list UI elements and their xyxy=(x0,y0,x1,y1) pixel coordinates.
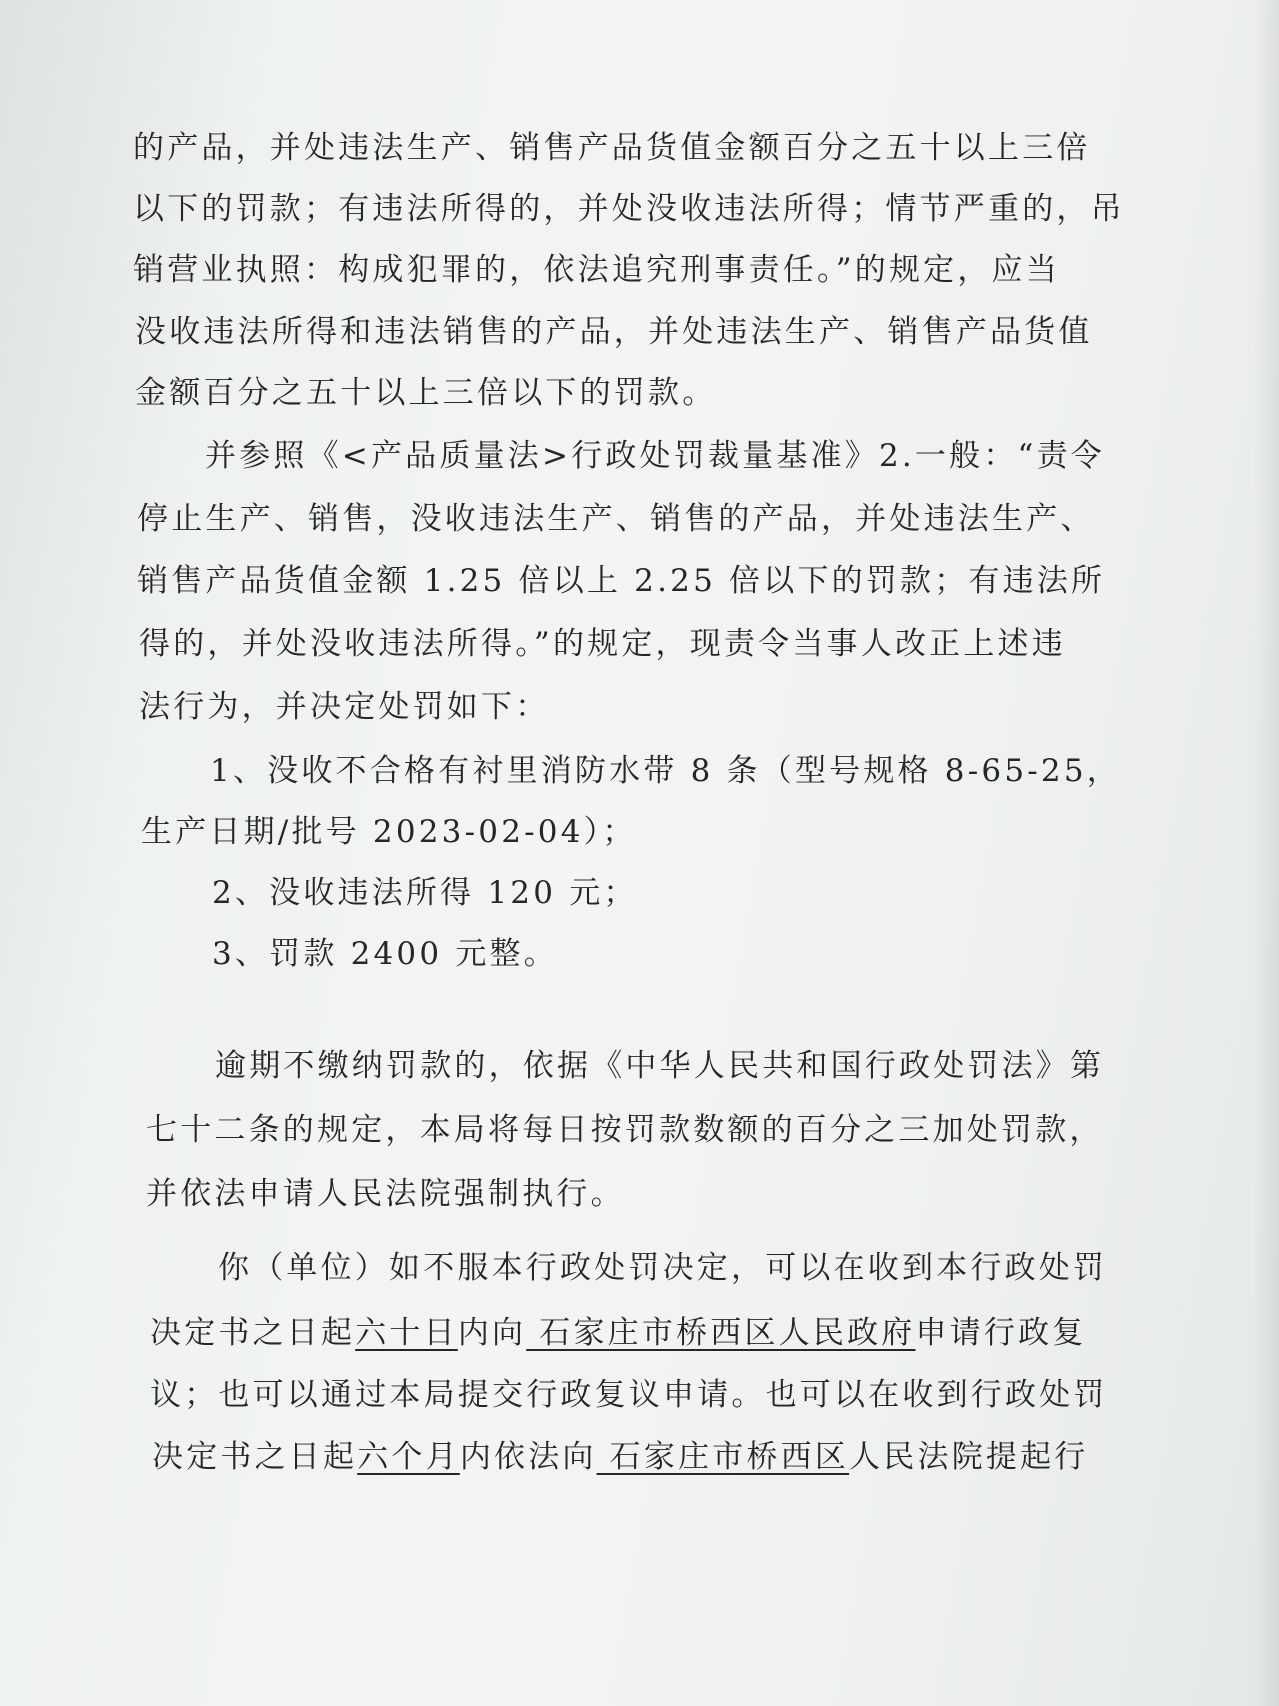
text-line: 销售产品货值金额 1.25 倍以上 2.25 倍以下的罚款；有违法所 xyxy=(137,563,1106,599)
court-underlined: 石家庄市桥西区 xyxy=(596,1439,850,1475)
text-line: 生产日期/批号 2023-02-04）； xyxy=(141,814,637,850)
text-line: 得的，并处没收违法所得。”的规定，现责令当事人改正上述违 xyxy=(139,626,1066,662)
text-line: 逾期不缴纳罚款的，依据《中华人民共和国行政处罚法》第 xyxy=(215,1048,1105,1084)
text-line: 七十二条的规定，本局将每日按罚款数额的百分之三加处罚款， xyxy=(146,1112,1104,1148)
text-line: 的产品，并处违法生产、销售产品货值金额百分之五十以上三倍 xyxy=(133,130,1091,166)
text-line: 你（单位）如不服本行政处罚决定，可以在收到本行政处罚 xyxy=(218,1250,1108,1286)
list-item: 2、没收违法所得 120 元； xyxy=(212,875,638,911)
line-text-segment: 决定书之日起 xyxy=(152,1439,358,1475)
list-item: 1、没收不合格有衬里消防水带 8 条（型号规格 8-65-25， xyxy=(210,753,1121,789)
deadline-underlined: 六个月 xyxy=(357,1439,460,1475)
text-line: 议；也可以通过本局提交行政复议申请。也可以在收到行政处罚 xyxy=(150,1377,1108,1413)
text-line xyxy=(150,1313,1086,1353)
text-line: 没收违法所得和违法销售的产品，并处违法生产、销售产品货值 xyxy=(135,314,1093,350)
line-text-segment: 决定书之日起 xyxy=(150,1315,356,1351)
list-item: 3、罚款 2400 元整。 xyxy=(212,936,558,972)
authority-underlined: 石家庄市桥西区人民政府 xyxy=(526,1315,916,1351)
text-line: 法行为，并决定处罚如下： xyxy=(139,689,550,725)
text-line xyxy=(152,1437,1089,1477)
line-text-segment: 申请行政复 xyxy=(915,1315,1087,1351)
text-line: 销营业执照：构成犯罪的，依法追究刑事责任。”的规定，应当 xyxy=(133,252,1060,288)
deadline-underlined: 六十日 xyxy=(355,1315,458,1351)
text-line: 金额百分之五十以上三倍以下的罚款。 xyxy=(135,375,717,411)
text-line: 并参照《<产品质量法>行政处罚裁量基准》2.一般：“责令 xyxy=(205,438,1105,474)
text-line: 停止生产、销售，没收违法生产、销售的产品，并处违法生产、 xyxy=(137,501,1095,537)
text-line: 并依法申请人民法院强制执行。 xyxy=(146,1176,625,1212)
line-text-segment: 内向 xyxy=(457,1315,527,1351)
line-text-segment: 内依法向 xyxy=(459,1439,597,1475)
text-line: 以下的罚款；有违法所得的，并处没收违法所得；情节严重的，吊 xyxy=(133,191,1125,227)
line-text-segment: 人民法院提起行 xyxy=(849,1439,1089,1475)
